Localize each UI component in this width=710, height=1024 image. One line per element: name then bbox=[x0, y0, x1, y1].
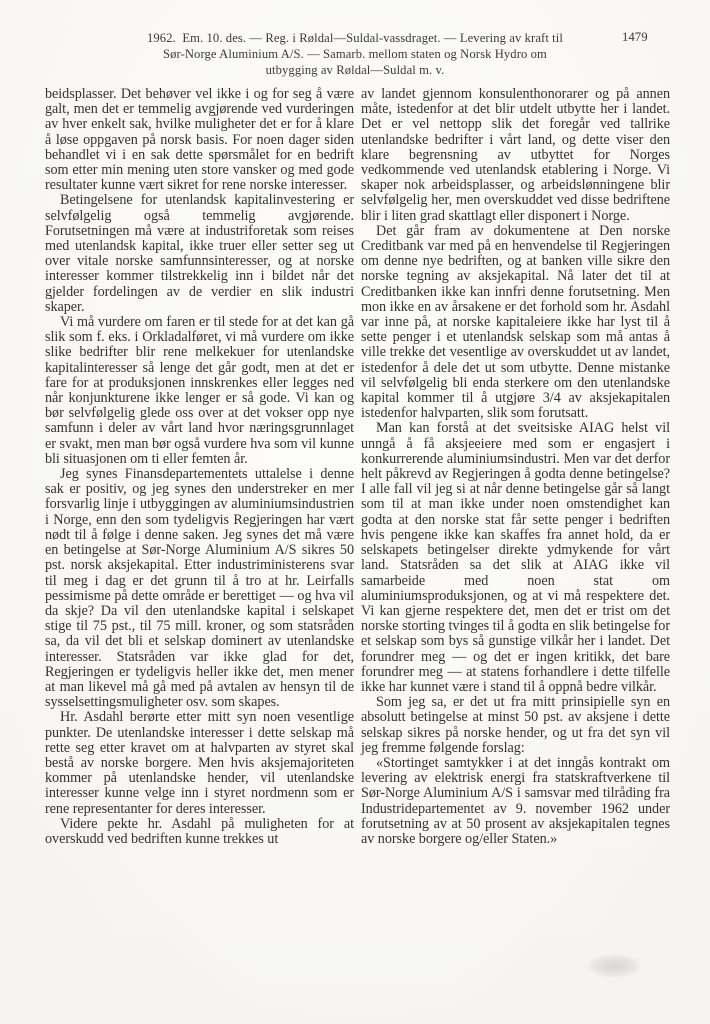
header-line-3: utbygging av Røldal—Suldal m. v. bbox=[265, 63, 445, 77]
paragraph: Betingelsene for utenlandsk kapitalinvestering er selvfølgelig også temmelig avgjørende. Forutsetningen må være at industriforetak som reises med utenlandsk kapital, ikke truer eller setter seg ut over vitale norske samfunnsinteresser, og at norske interesser kommer tilstrekkelig inn i bildet når det gjelder fordelingen av de verdier en slik industri skaper. bbox=[45, 192, 354, 315]
paragraph: Man kan forstå at det sveitsiske AIAG helst vil unngå å få aksjeeiere med som er engasjert i konkurrerende aluminiumsindustri. Men var det derfor helt påkrevd av Regjeringen å godta denne betingelse? I alle fall vil jeg si at når denne betingelse går så langt som til at man ikke under noen omstendighet kan godta at den norske stat får sette penger i bedriften hvis pengene ikke kan skaffes fra annet hold, da er selskapets betingelser direkte ydmykende for vårt land. Statsråden sa det slik at AIAG ikke vil samarbeide med noen stat om aluminiumsproduksjonen, og at vi må respektere det. Vi kan gjerne respektere det, men det er trist om det norske storting tvinges til å godta en slik betingelse for et selskap som bys så gunstige vilkår her i landet. Det forundrer meg — og det er ingen kritikk, det bare forundrer meg — at statens forhandlere i dette tilfelle ikke har kunnet være i stand til å oppnå bedre vilkår. bbox=[361, 420, 670, 695]
header-line-1: 1962. Em. 10. des. — Reg. i Røldal—Suldal-vassdraget. — Levering av kraft til bbox=[147, 31, 563, 45]
page-number: 1479 bbox=[622, 30, 648, 44]
paragraph: Det går fram av dokumentene at Den norske Creditbank var med på en henvendelse til Regjeringen om denne nye bedriften, og at banken ville sikre den norske tegning av aksjekapital. Nå later det til at Creditbanken ikke kan innfri denne forutsetning. Men mon ikke en av årsakene er det forhold som hr. Asdahl var inne på, at norske kapitaleiere ikke har lyst til å sette penger i et utenlandsk selskap som må antas å ville trekke det vesentlige av overskuddet ut av landet, istedenfor å dele det ut som utbytte. Denne mistanke vil selvfølgelig bli enda sterkere om den utenlandske kapital kommer til å utgjøre 3/4 av aksjekapitalen istedenfor halvparten, slik som forutsatt. bbox=[361, 222, 670, 422]
right-column bbox=[361, 87, 670, 847]
running-header bbox=[40, 30, 670, 78]
scan-smudge-artifact bbox=[588, 955, 640, 977]
paragraph: Vi må vurdere om faren er til stede for at det kan gå slik som f. eks. i Orkladalføret, vi må vurdere om ikke slike bedrifter blir rene melkekuer for utenlandske kapitalinteresser så lenge det går godt, men at det er fare for at produksjonen innskrenkes eller legges ned når konjunkturene ikke lenger er så gode. Vi kan og bør selvfølgelig glede oss over at det vokser opp nye samfunn i deler av vårt land hvor næringsgrunnlaget er svakt, men man bør også vurdere hva som vil kunne bli situasjonen om ti eller femten år. bbox=[45, 314, 354, 467]
paragraph: Som jeg sa, er det ut fra mitt prinsipielle syn en absolutt betingelse at minst 50 pst. av aksjene i dette selskap sikres på norske hender, og ut fra det syn vil jeg fremme følgende forslag: bbox=[361, 694, 670, 756]
header-line-2: Sør-Norge Aluminium A/S. — Samarb. mellom staten og Norsk Hydro om bbox=[163, 47, 547, 61]
left-column bbox=[45, 87, 354, 847]
paragraph: Jeg synes Finansdepartementets uttalelse i denne sak er positiv, og jeg synes den understreker en mer forsvarlig linje i utbyggingen av aluminiumsindustrien i Norge, enn den som tydeligvis Regjeringen har vært nødt til å følge i denne saken. Jeg synes det må være en betingelse at Sør-Norge Aluminium A/S sikres 50 pst. norsk aksjekapital. Etter industriministerens svar til meg i dag er det grunn til å tro at hr. Leirfalls pessimisme på dette område er berettiget — og hva vil da skje? Da vil den utenlandske kapital i selskapet stige til 75 pst., til 75 mill. kroner, og som statsråden sa, da vil det bli et selskap dominert av utenlandske interesser. Statsråden var ikke glad for det, Regjeringen er tydeligvis heller ikke det, men mener at man likevel må gå med på avtalen av hensyn til de sysselsettingsmuligheter osv. som skapes. bbox=[45, 466, 354, 711]
paragraph: Hr. Asdahl berørte etter mitt syn noen vesentlige punkter. De utenlandske interesser i dette selskap må rette seg etter kravet om at halvparten av styret skal bestå av norske borgere. Men hvis aksjemajoriteten kommer på utenlandske hender, vil utenlandske interesser kunne velge inn i styret nordmenn som er rene representanter for deres interesser. bbox=[45, 709, 354, 817]
paragraph: Videre pekte hr. Asdahl på muligheten for at overskudd ved bedriften kunne trekkes ut bbox=[45, 815, 354, 847]
paragraph: «Stortinget samtykker i at det inngås kontrakt om levering av elektrisk energi fra statskraftverkene til Sør-Norge Aluminium A/S i samsvar med tilråding fra Industridepartementet av 9. november 1962 under forutsetning av at 50 prosent av aksjekapitalen tegnes av norske borgere og/eller Staten.» bbox=[361, 754, 670, 847]
paragraph: av landet gjennom konsulenthonorarer og på annen måte, istedenfor at det blir utdelt utbytte her i landet. Det er vel nettopp slik det foregår ved tallrike utenlandske bedrifter i vårt land, og dette viser den klare begrensning av utbyttet for Norges vedkommende ved utenlandsk etablering i Norge. Vi skaper nok arbeidsplasser, og arbeidslønningene blir selvfølgelig her, men overskuddet ved disse bedriftene blir i liten grad skattlagt eller disponert i Norge. bbox=[361, 86, 670, 224]
paragraph: beidsplasser. Det behøver vel ikke i og for seg å være galt, men det er temmelig avgjørende ved vurderingen av hver enkelt sak, hvilke muligheter det er for å klare å løse oppgaven på norsk basis. For noen dager siden behandlet vi i en sak dette spørsmålet for en bedrift som etter min mening uten store vansker og med gode resultater kunne vært sikret for rene norske interesser. bbox=[45, 86, 354, 194]
